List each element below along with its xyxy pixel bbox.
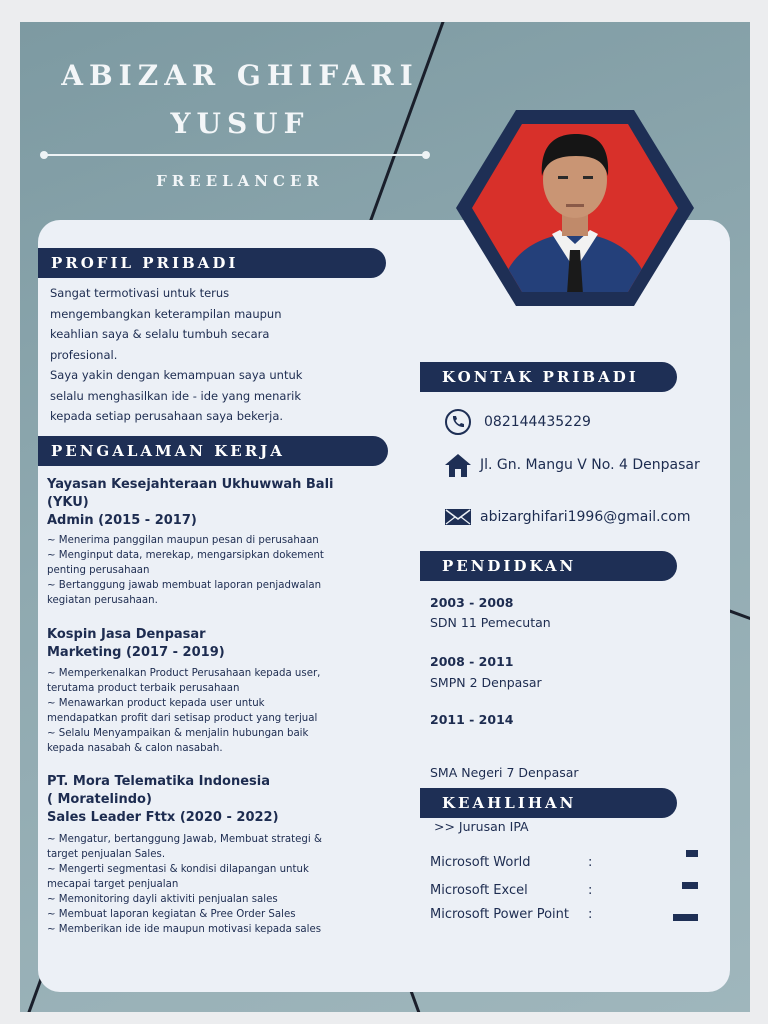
skill-level-bar	[682, 882, 698, 889]
decor-line	[728, 609, 750, 622]
job-title: FREELANCER	[156, 172, 324, 190]
skill-name: Microsoft Excel	[430, 883, 528, 898]
skill-colon: :	[588, 907, 593, 922]
contact-phone	[444, 408, 591, 436]
job-2-duties: ~ Memperkenalkan Product Perusahaan kepada user, terutama product terbaik perusahaan ~ Menawarkan product kepada user untuk mendapatkan profit dari setisap product yang terjual ~ Selalu Menyampaikan & menjalin hubungan baik kepada nasabah & calon nasabah.	[47, 668, 321, 754]
section-heading-contact: KONTAK PRIBADI	[420, 362, 677, 392]
skill-name: Microsoft World	[430, 855, 531, 870]
section-heading-skills: KEAHLIHAN	[420, 788, 677, 818]
job-3-duties: ~ Mengatur, bertanggung Jawab, Membuat strategi & target penjualan Sales. ~ Mengerti segmentasi & kondisi dilapangan untuk mecapai target penjualan ~ Memonitoring dayli aktiviti penjualan sales ~ Membuat laporan kegiatan & Pree Order Sales ~ Memberikan ide ide maupun motivasi kepada sales	[47, 834, 322, 935]
education-years: 2011 - 2014	[430, 712, 514, 727]
contact-address	[444, 452, 700, 478]
education-years: 2003 - 2008	[430, 595, 514, 610]
phone-icon	[444, 408, 472, 436]
section-heading-education: PENDIDKAN	[420, 551, 677, 581]
skill-level-bar	[686, 850, 698, 857]
job-1-header: Yayasan Kesejahteraan Ukhuwwah Bali (YKU) Admin (2015 - 2017)	[47, 477, 334, 528]
job-1-duties: ~ Menerima panggilan maupun pesan di perusahaan ~ Menginput data, merekap, mengarsipkan dokement penting perusahaan ~ Bertanggung jawab membuat laporan penjadwalan kegiatan perusahaan.	[47, 535, 324, 606]
job-2-header: Kospin Jasa Denpasar Marketing (2017 - 2019)	[47, 627, 225, 660]
profile-text: Sangat termotivasi untuk terus mengembangkan keterampilan maupun keahlian saya & selalu tumbuh secara profesional. Saya yakin dengan kemampuan saya untuk selalu menghasilkan ide - ide yang menarik kepada setiap perusahaan saya bekerja.	[50, 286, 303, 423]
address-text: Jl. Gn. Mangu V No. 4 Denpasar	[480, 457, 700, 473]
education-school: SDN 11 Pemecutan	[430, 615, 551, 630]
section-heading-experience: PENGALAMAN KERJA	[38, 436, 388, 466]
skill-colon: :	[588, 855, 593, 870]
section-heading-profile: PROFIL PRIBADI	[38, 248, 386, 278]
profile-photo	[456, 110, 694, 306]
mail-icon	[444, 507, 472, 527]
job-3-header: PT. Mora Telematika Indonesia ( Moratelindo) Sales Leader Fttx (2020 - 2022)	[47, 774, 279, 825]
name-divider	[42, 154, 428, 156]
home-icon	[444, 452, 472, 478]
skill-name: Microsoft Power Point	[430, 907, 570, 922]
phone-number: 082144435229	[484, 414, 591, 430]
education-years: 2008 - 2011	[430, 654, 514, 669]
skill-colon: :	[588, 883, 593, 898]
skill-level-bar	[673, 914, 698, 921]
education-school: SMA Negeri 7 Denpasar >> Jurusan IPA	[430, 765, 579, 834]
email-text: abizarghifari1996@gmail.com	[480, 509, 691, 525]
applicant-name: ABIZAR GHIFARI YUSUF	[61, 59, 419, 140]
education-school: SMPN 2 Denpasar	[430, 675, 542, 690]
contact-email	[444, 507, 690, 527]
